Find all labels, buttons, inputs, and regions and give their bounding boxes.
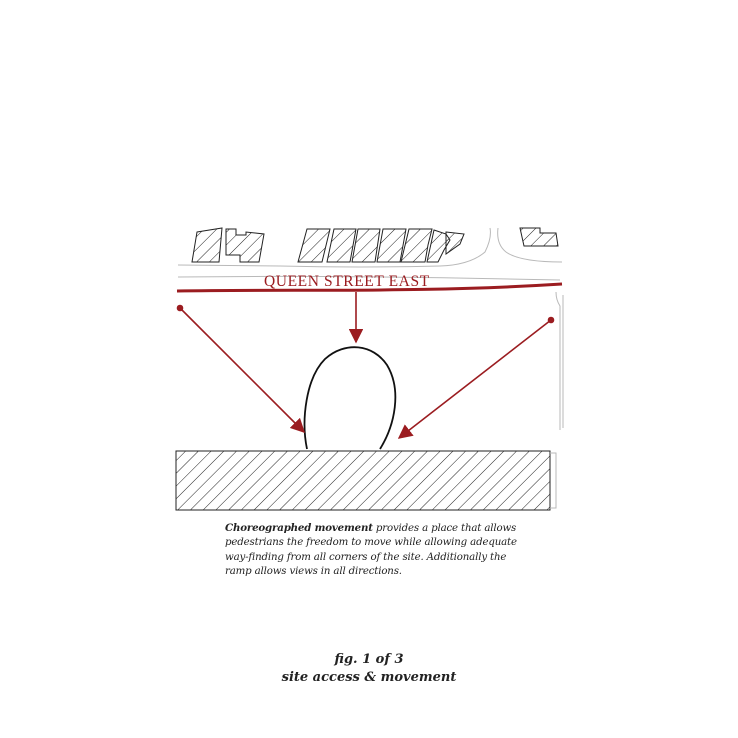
caption-body: provides a place that allows pedestrians the freedom to move while allowing adequate way-finding from all corners of the site. Additionally the ramp allows views in all directions. bbox=[225, 523, 517, 577]
building-1 bbox=[192, 228, 222, 262]
diagram-caption bbox=[225, 521, 525, 579]
building-7 bbox=[401, 229, 432, 262]
street-name-label: QUEEN STREET EAST bbox=[264, 273, 430, 290]
origin-dot-icon bbox=[177, 305, 184, 312]
arrow-northeast bbox=[399, 320, 551, 438]
arrow-origins bbox=[177, 305, 555, 324]
arrow-northwest bbox=[180, 308, 304, 432]
block-edge-lines bbox=[550, 453, 556, 508]
building-2 bbox=[226, 229, 264, 262]
caption-lead: Choreographed movement bbox=[225, 522, 373, 534]
figure-number: fig. 1 of 3 bbox=[334, 652, 404, 667]
building-5 bbox=[352, 229, 380, 262]
building-6 bbox=[377, 229, 406, 262]
south-building-block bbox=[176, 451, 550, 510]
building-9 bbox=[446, 232, 464, 254]
building-3 bbox=[298, 229, 330, 262]
origin-dot-icon bbox=[548, 317, 555, 324]
building-10 bbox=[520, 228, 558, 246]
building-4 bbox=[327, 229, 356, 262]
figure-title: site access & movement bbox=[281, 670, 457, 685]
ramp-oval bbox=[305, 347, 396, 449]
buildings-north bbox=[192, 228, 558, 262]
